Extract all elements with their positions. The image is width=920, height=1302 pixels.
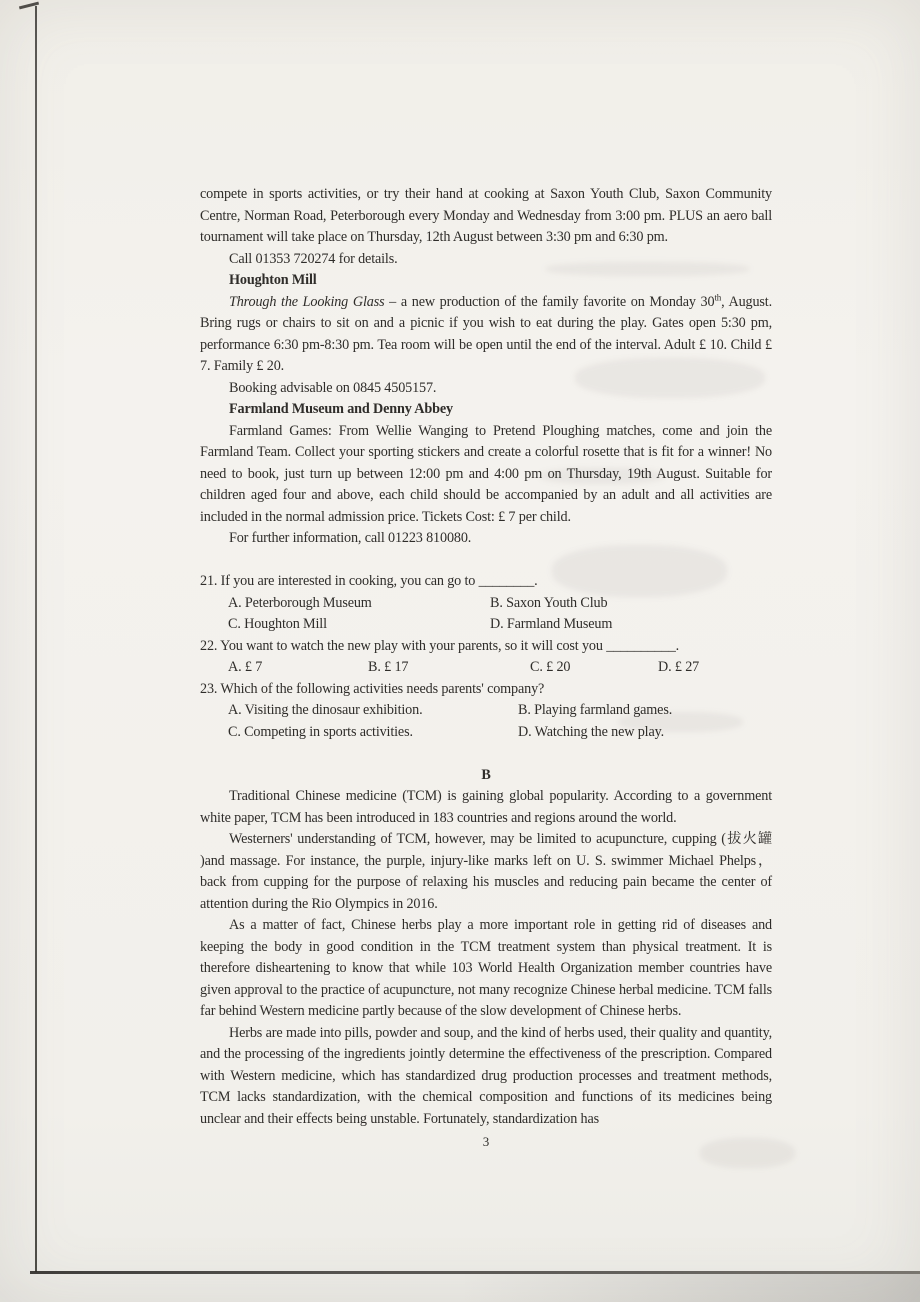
booking-line: Booking advisable on 0845 4505157.: [229, 379, 437, 396]
play-text-after-sup: , August. Bring rugs or chairs to sit on and a picnic if you wish to eat during the play. Gates open 5:30 pm, performance 6:30 pm-8:30 pm. Tea room will be open until the end of the interval. Adult £ 10. Child £ 7. Family £ 20.: [200, 293, 772, 374]
question-23-options: [200, 700, 772, 743]
question-21-options: [200, 593, 772, 636]
farmland-paragraph: Farmland Games: From Wellie Wanging to Pretend Ploughing matches, come and join the Farmland Team. Collect your sporting stickers and create a colorful rosette that is fit for a winner! No need to book, just turn up between 12:00 pm and 4:00 pm on Thursday, 19th August. Suitable for children aged four and above, each child should be accompanied by an adult and all activities are included in the normal admission price. Tickets Cost: £ 7 per child.: [200, 422, 772, 525]
question-21-option-c: C. Houghton Mill: [228, 616, 327, 632]
passage-b-label: B: [481, 766, 491, 783]
question-22-options: [200, 657, 772, 679]
call-details-line: Call 01353 720274 for details.: [229, 250, 398, 267]
scan-artifact-left-edge: [35, 6, 37, 1272]
passage-b: [200, 765, 772, 1131]
page-number: 3: [482, 1134, 490, 1149]
question-22: [200, 636, 772, 679]
question-22-option-a: A. £ 7: [228, 659, 263, 675]
houghton-mill-paragraph: [200, 292, 772, 378]
farmland-heading: Farmland Museum and Denny Abbey: [229, 401, 453, 417]
passage-b-paragraph-2: Westerners' understanding of TCM, however, may be limited to acupuncture, cupping (拔火罐 )and massage. For instance, the purple, injury-like marks left on U. S. swimmer Michael Phelps， back from cupping for the purpose of relaxing his muscles and reducing pain became the center of attention during the Rio Olympics in 2016.: [200, 831, 772, 912]
question-23-option-a: A. Visiting the dinosaur exhibition.: [228, 702, 423, 718]
passage-b-paragraph-4: Herbs are made into pills, powder and soup, and the kind of herbs used, their quality and quantity, and the processing of the ingredients jointly determine the effectiveness of the prescription. Compared with Western medicine, which has standardized drug production processes and treatment methods, TCM lacks standardization, with the chemical composition and functions of its medicines being unclear and their effects being unstable. Fortunately, standardization has: [200, 1024, 772, 1127]
question-21: [200, 571, 772, 636]
question-22-stem: 22. You want to watch the new play with your parents, so it will cost you __________.: [200, 637, 680, 654]
question-21-stem: 21. If you are interested in cooking, you can go to ________.: [200, 573, 538, 589]
passage-b-paragraph-1: Traditional Chinese medicine (TCM) is gaining global popularity. According to a government white paper, TCM has been introduced in 183 countries and regions around the world.: [200, 788, 772, 826]
question-23-option-c: C. Competing in sports activities.: [228, 723, 413, 740]
houghton-mill-heading: Houghton Mill: [229, 272, 317, 288]
page-content: [200, 184, 772, 1153]
question-21-option-b: B. Saxon Youth Club: [490, 594, 608, 611]
question-21-option-a: A. Peterborough Museum: [228, 594, 372, 611]
play-title-italic: Through the Looking Glass: [229, 293, 385, 310]
passage-a: [200, 184, 772, 550]
passage-b-paragraph-3: As a matter of fact, Chinese herbs play a more important role in getting rid of diseases and keeping the body in good condition in the TCM treatment system than physical treatment. It is therefore disheartening to know that while 103 World Health Organization member countries have given approval to the practice of acupuncture, not many recognize Chinese herbal medicine. TCM falls far behind Western medicine partly because of the slow development of Chinese herbs.: [200, 917, 772, 1019]
question-22-option-c: C. £ 20: [530, 659, 571, 675]
play-text-before-sup: – a new production of the family favorite on Monday 30: [384, 293, 715, 310]
passage-a-continued-paragraph: compete in sports activities, or try their hand at cooking at Saxon Youth Club, Saxon Community Centre, Norman Road, Peterborough every Monday and Wednesday from 3:00 pm. PLUS an aero ball tournament will take place on Thursday, 12th August between 3:30 pm and 6:30 pm.: [200, 186, 772, 245]
scan-artifact-corner-shade: [0, 1274, 920, 1302]
question-22-option-b: B. £ 17: [368, 659, 409, 675]
question-21-option-d: D. Farmland Museum: [490, 616, 613, 632]
question-23-stem: 23. Which of the following activities needs parents' company?: [200, 680, 545, 697]
question-23-option-b: B. Playing farmland games.: [518, 702, 673, 718]
play-superscript: th: [714, 291, 722, 302]
further-info-line: For further information, call 01223 810080.: [229, 530, 472, 546]
question-22-option-d: D. £ 27: [658, 659, 700, 675]
questions-block: [200, 571, 772, 743]
question-23: [200, 679, 772, 744]
question-23-option-d: D. Watching the new play.: [518, 723, 665, 740]
